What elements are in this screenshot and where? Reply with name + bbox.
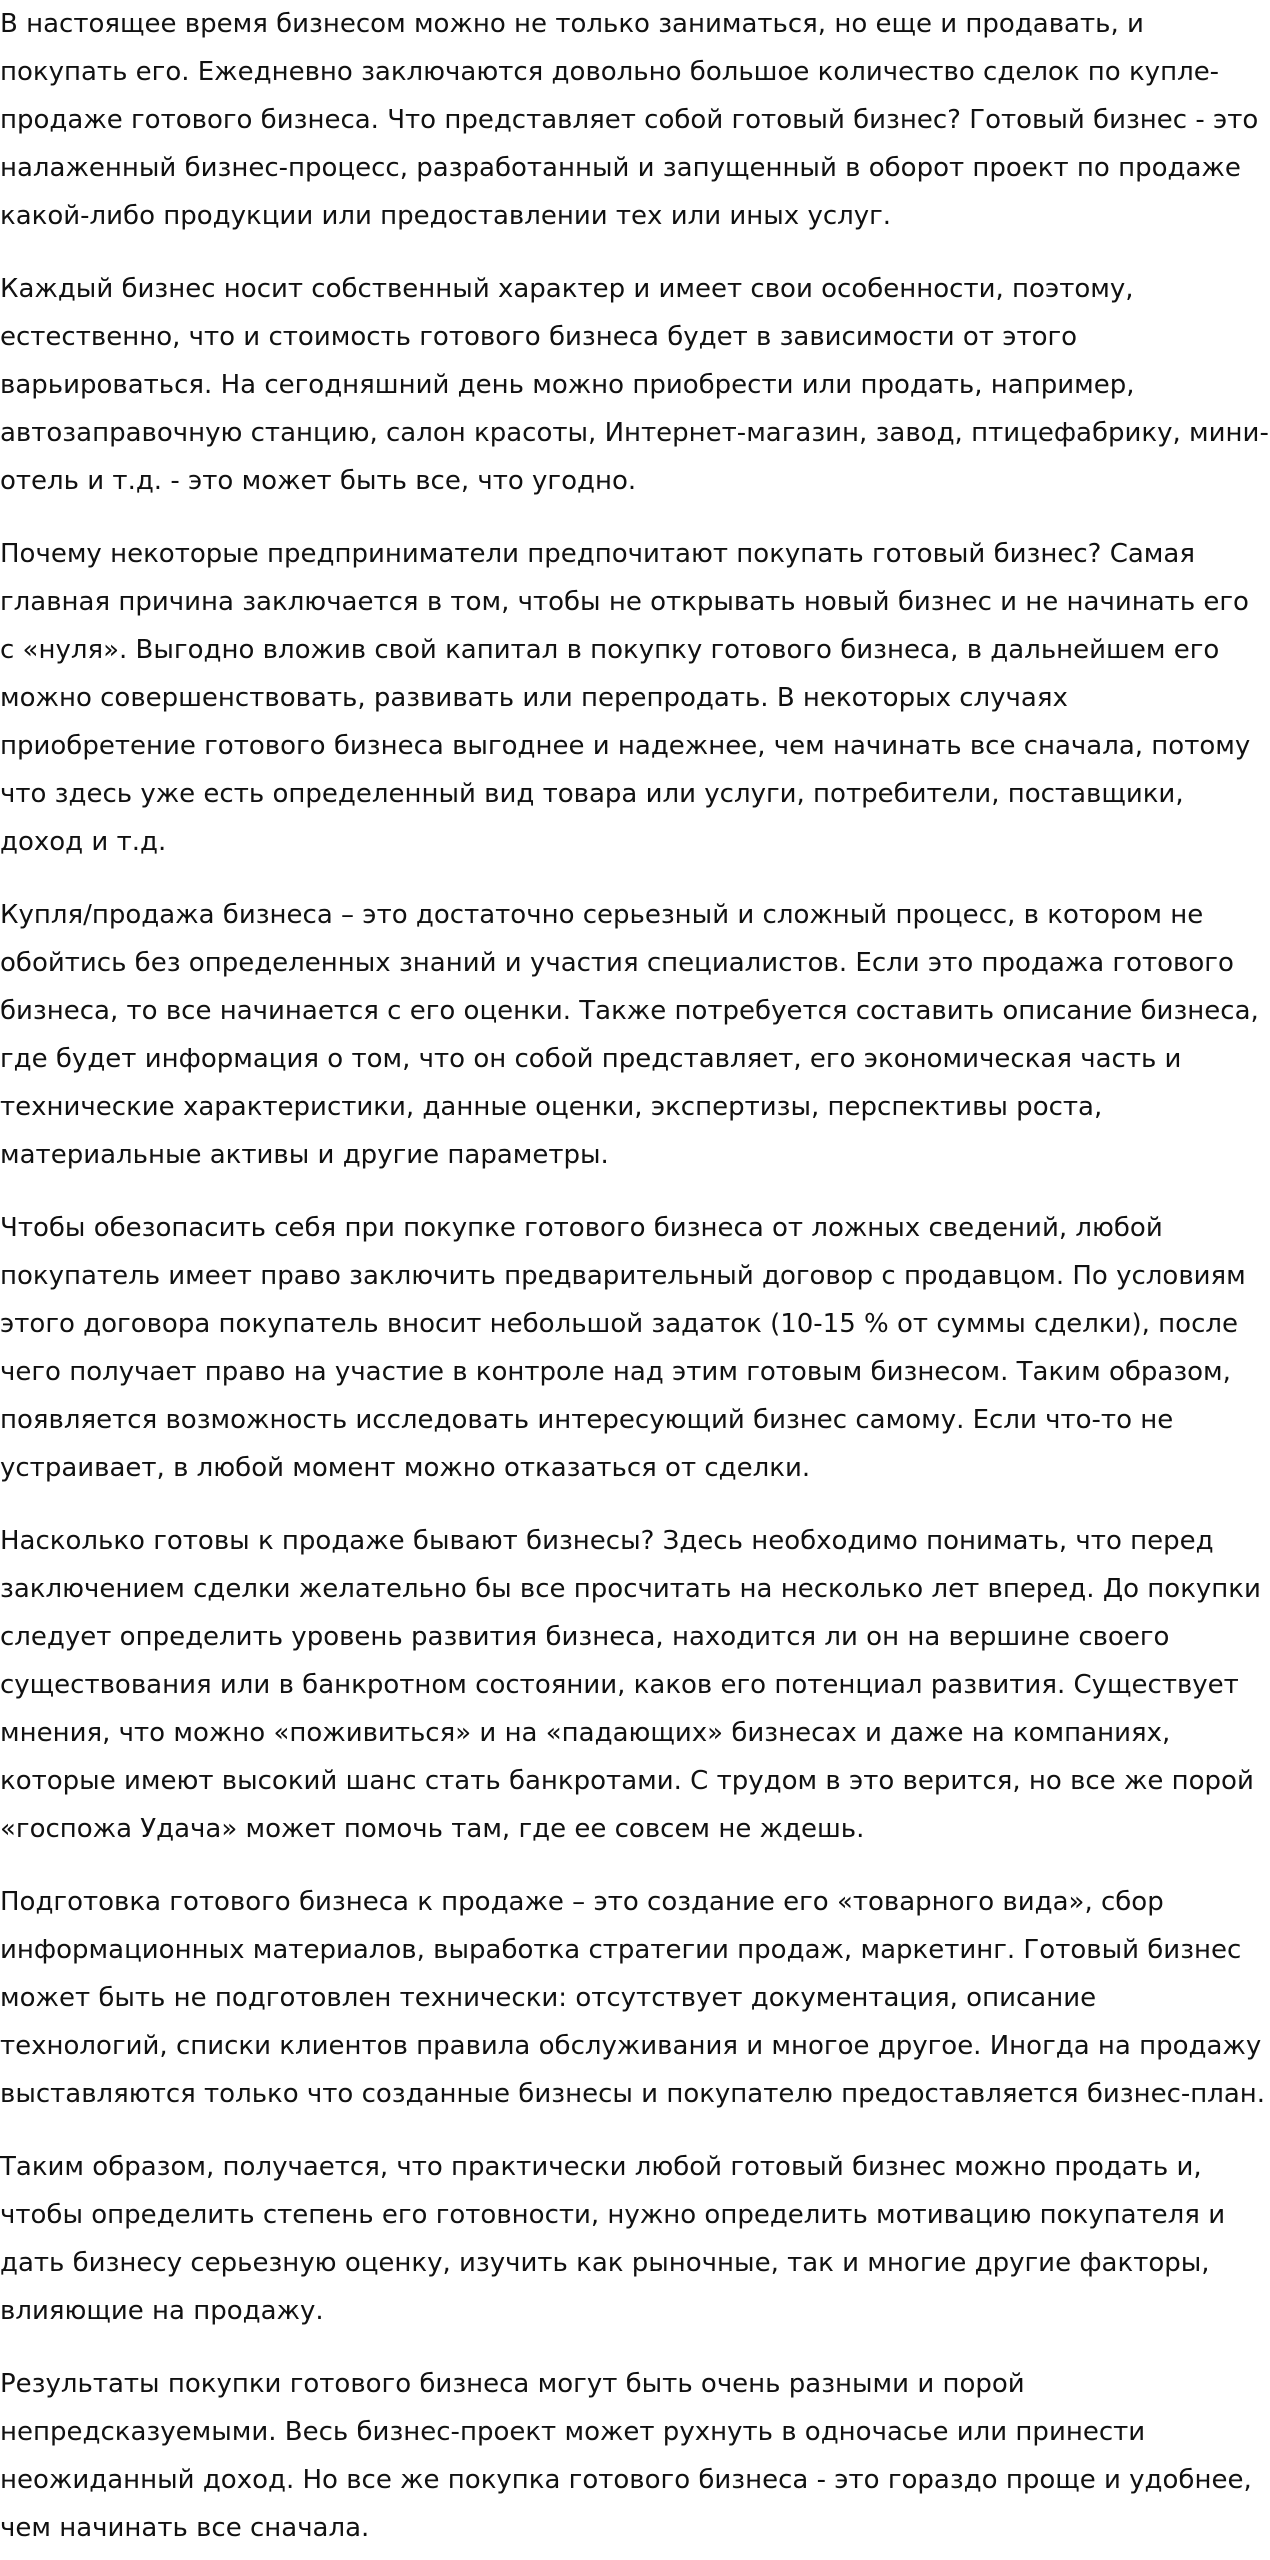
article-paragraph-8: Таким образом, получается, что практически любой готовый бизнес можно продать и, чтобы определить степень его готовности, нужно определить мотивацию покупателя и дать бизнесу серьезную оценку, изучить как рыночные, так и многие другие факторы, влияющие на продажу. xyxy=(0,2152,1226,2326)
article-paragraph-3: Почему некоторые предприниматели предпочитают покупать готовый бизнес? Самая главная причина заключается в том, чтобы не открывать новый бизнес и не начинать его с «нуля». Выгодно вложив свой капитал в покупку готового бизнеса, в дальнейшем его можно совершенствовать, развивать или перепродать. В некоторых случаях приобретение готового бизнеса выгоднее и надежнее, чем начинать все сначала, потому что здесь уже есть определенный вид товара или услуги, потребители, поставщики, доход и т.д. xyxy=(0,539,1251,857)
article-paragraph-9: Результаты покупки готового бизнеса могут быть очень разными и порой непредсказуемыми. Весь бизнес-проект может рухнуть в одночасье или принести неожиданный доход. Но все же покупка готового бизнеса - это гораздо проще и удобнее, чем начинать все сначала. xyxy=(0,2369,1252,2543)
article-paragraph-7: Подготовка готового бизнеса к продаже – это создание его «товарного вида», сбор информационных материалов, выработка стратегии продаж, маркетинг. Готовый бизнес может быть не подготовлен технически: отсутствует документация, описание технологий, списки клиентов правила обслуживания и многое другое. Иногда на продажу выставляются только что созданные бизнесы и покупателю предоставляется бизнес-план. xyxy=(0,1887,1266,2109)
article-paragraph-6: Насколько готовы к продаже бывают бизнесы? Здесь необходимо понимать, что перед заключением сделки желательно бы все просчитать на несколько лет вперед. До покупки следует определить уровень развития бизнеса, находится ли он на вершине своего существования или в банкротном состоянии, каков его потенциал развития. Существует мнения, что можно «поживиться» и на «падающих» бизнесах и даже на компаниях, которые имеют высокий шанс стать банкротами. С трудом в это верится, но все же порой «госпожа Удача» может помочь там, где ее совсем не ждешь. xyxy=(0,1526,1261,1844)
article-paragraph-4: Купля/продажа бизнеса – это достаточно серьезный и сложный процесс, в котором не обойтись без определенных знаний и участия специалистов. Если это продажа готового бизнеса, то все начинается с его оценки. Также потребуется составить описание бизнеса, где будет информация о том, что он собой представляет, его экономическая часть и технические характеристики, данные оценки, экспертизы, перспективы роста, материальные активы и другие параметры. xyxy=(0,900,1259,1170)
article-paragraph-1: В настоящее время бизнесом можно не только заниматься, но еще и продавать, и покупать его. Ежедневно заключаются довольно большое количество сделок по купле-продаже готового бизнеса. Что представляет собой готовый бизнес? Готовый бизнес - это налаженный бизнес-процесс, разработанный и запущенный в оборот проект по продаже какой-либо продукции или предоставлении тех или иных услуг. xyxy=(0,9,1259,231)
article-paragraph-2: Каждый бизнес носит собственный характер и имеет свои особенности, поэтому, естественно, что и стоимость готового бизнеса будет в зависимости от этого варьироваться. На сегодняшний день можно приобрести или продать, например, автозаправочную станцию, салон красоты, Интернет-магазин, завод, птицефабрику, мини-отель и т.д. - это может быть все, что угодно. xyxy=(0,274,1269,496)
article-paragraph-5: Чтобы обезопасить себя при покупке готового бизнеса от ложных сведений, любой покупатель имеет право заключить предварительный договор с продавцом. По условиям этого договора покупатель вносит небольшой задаток (10-15 % от суммы сделки), после чего получает право на участие в контроле над этим готовым бизнесом. Таким образом, появляется возможность исследовать интересующий бизнес самому. Если что-то не устраивает, в любой момент можно отказаться от сделки. xyxy=(0,1213,1246,1483)
